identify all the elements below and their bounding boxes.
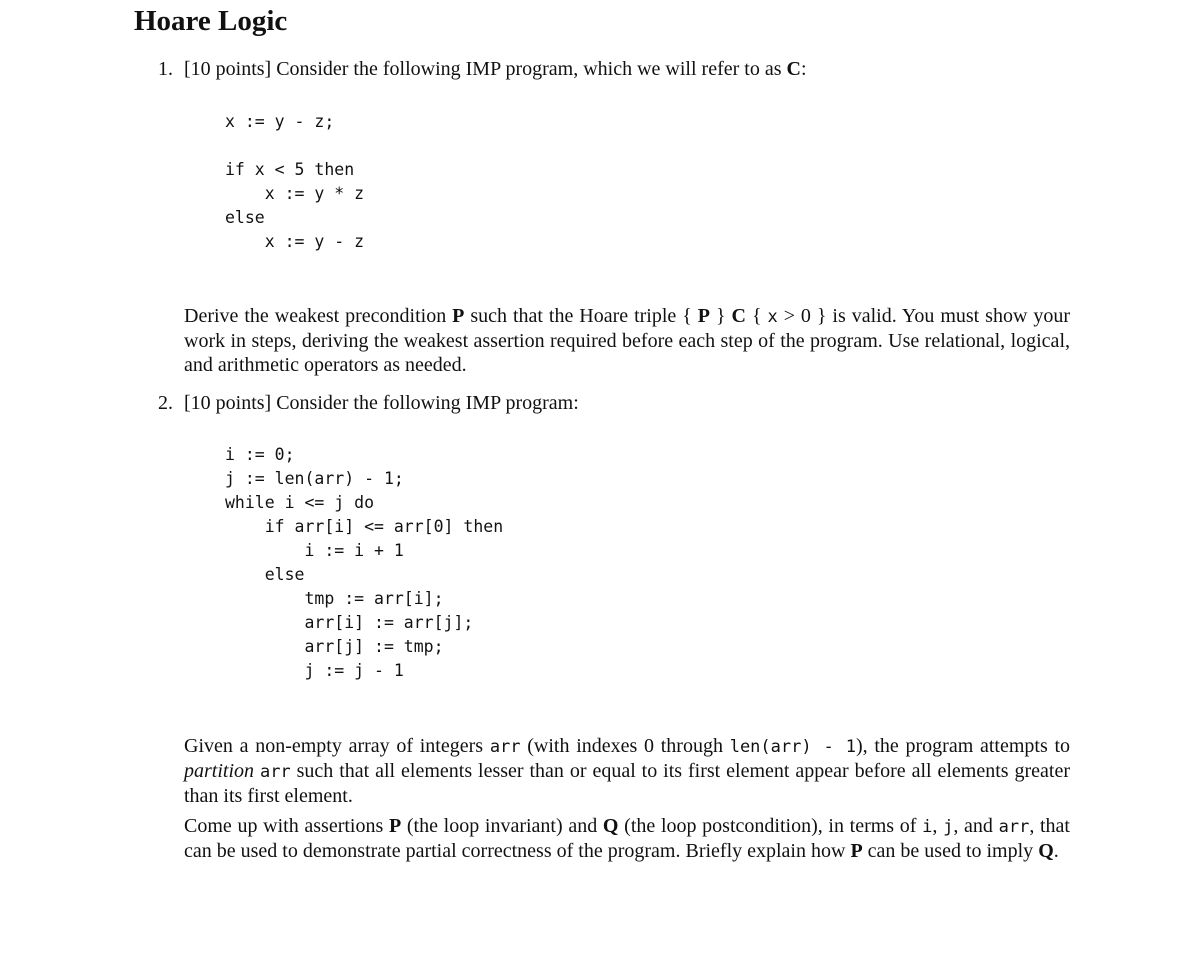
problem-1-intro-colon: : [800, 58, 807, 80]
p2-text-3: (the loop postcondition), in terms of [624, 815, 917, 837]
problem-1-description [184, 304, 1070, 377]
desc-P2: P [697, 305, 711, 327]
p2-text-6: , that can be used to demonstrate partial correctness of the program. Briefly explain how [184, 815, 1070, 862]
problem-1-intro [184, 56, 807, 82]
problem-2-code: i := 0; j := len(arr) - 1; while i <= j do if arr[i] <= arr[0] then i := i + 1 else tmp := arr[i]; arr[i] := arr[j]; arr[j] := tmp; j := j - 1 [225, 445, 504, 680]
p1-len-expr: len(arr) - 1 [729, 737, 856, 757]
problem-1-points: [10 points] [184, 58, 272, 80]
p2-text-2: (the loop invariant) and [406, 815, 598, 837]
program-c-symbol: C [786, 58, 801, 80]
p2-text-4: , [932, 815, 938, 837]
page-title: Hoare Logic [134, 5, 288, 37]
p2-text-5: , and [953, 815, 993, 837]
desc-x: x [767, 307, 778, 327]
p1-text-1: Given a non-empty array of integers [184, 735, 484, 757]
p2-j: j [943, 817, 954, 837]
desc-text-1: Derive the weakest precondition [184, 305, 447, 327]
problem-2-paragraph-1 [184, 734, 1070, 808]
desc-text-3: } [715, 305, 726, 327]
p2-text-7: can be used to imply [867, 840, 1034, 862]
problem-1-intro-text: Consider the following IMP program, which we will refer to as [276, 58, 782, 80]
desc-C: C [731, 305, 746, 327]
p1-partition: partition [184, 760, 255, 782]
p2-Q2: Q [1038, 840, 1054, 862]
desc-P: P [452, 305, 465, 327]
p2-i: i [922, 817, 933, 837]
desc-text-2: such that the Hoare triple { [470, 305, 692, 327]
problem-2-intro [184, 390, 579, 416]
p2-text-8: . [1053, 840, 1059, 862]
problem-2-number: 2. [158, 392, 173, 414]
problem-2-points: [10 points] [184, 392, 272, 414]
problem-1-code: x := y - z; if x < 5 then x := y * z else x := y - z [225, 112, 365, 251]
p1-arr-1: arr [489, 737, 521, 757]
p1-text-3: ), the program attempts to [855, 735, 1071, 757]
p2-text-1: Come up with assertions [184, 815, 384, 837]
problem-2-intro-text: Consider the following IMP program: [276, 392, 579, 414]
p2-P2: P [850, 840, 863, 862]
p1-arr-2: arr [259, 762, 291, 782]
desc-text-4: { [751, 305, 762, 327]
p2-arr: arr [998, 817, 1030, 837]
problem-2-paragraph-2 [184, 814, 1070, 863]
p2-Q: Q [602, 815, 619, 837]
p2-P: P [388, 815, 402, 837]
problem-1-number: 1. [158, 58, 173, 80]
p1-text-2: (with indexes 0 through [527, 735, 723, 757]
p1-text-4: such that all elements lesser than or equal to its first element appear before all elements greater than its first element. [184, 760, 1071, 807]
desc-text-5: > 0 } is valid. You must show your work in steps, deriving the weakest assertion required before each step of the program. Use relational, logical, and arithmetic operators as needed. [184, 305, 1071, 376]
